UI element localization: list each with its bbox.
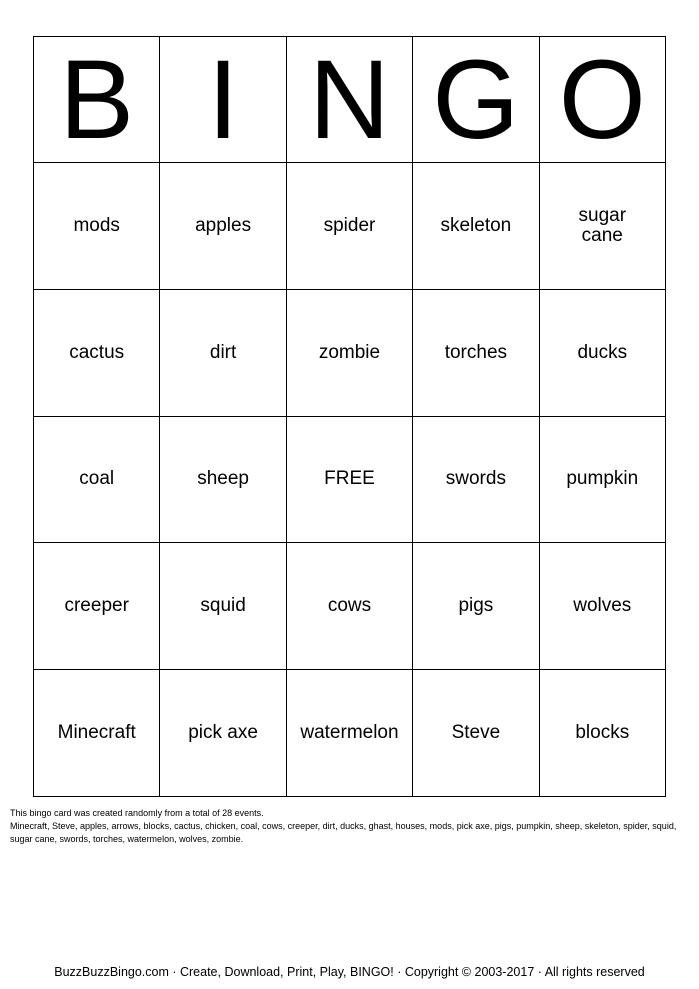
bingo-row-3: [34, 416, 666, 543]
bingo-cell: dirt: [160, 289, 286, 416]
bingo-cell: coal: [34, 416, 160, 543]
bingo-cell: sheep: [160, 416, 286, 543]
bingo-cell: pigs: [413, 543, 539, 670]
header-letter-o: O: [539, 37, 665, 163]
bingo-cell: watermelon: [286, 670, 412, 797]
bingo-header-row: [34, 37, 666, 163]
bingo-free-cell: FREE: [286, 416, 412, 543]
events-list: Minecraft, Steve, apples, arrows, blocks, cactus, chicken, coal, cows, creeper, dirt, ducks, ghast, houses, mods, pick axe, pigs, pumpkin, sheep, skeleton, spider, squid, sugar cane, swords, torches, watermelon, wolves, zombie.: [10, 821, 677, 844]
bingo-cell: zombie: [286, 289, 412, 416]
header-letter-b: B: [34, 37, 160, 163]
bingo-cell: ducks: [539, 289, 665, 416]
bingo-cell: creeper: [34, 543, 160, 670]
bingo-cell: blocks: [539, 670, 665, 797]
bingo-cell: torches: [413, 289, 539, 416]
bingo-cell: pick axe: [160, 670, 286, 797]
bingo-row-1: [34, 163, 666, 290]
bingo-cell: spider: [286, 163, 412, 290]
bingo-cell: swords: [413, 416, 539, 543]
bingo-cell: cactus: [34, 289, 160, 416]
card-info: [10, 807, 690, 846]
bingo-cell: Steve: [413, 670, 539, 797]
bingo-cell: cows: [286, 543, 412, 670]
bingo-cell: skeleton: [413, 163, 539, 290]
bingo-cell: apples: [160, 163, 286, 290]
bingo-cell-text: sugar cane: [578, 204, 627, 246]
bingo-row-2: [34, 289, 666, 416]
bingo-row-5: [34, 670, 666, 797]
header-letter-g: G: [413, 37, 539, 163]
header-letter-n: N: [286, 37, 412, 163]
bingo-cell: wolves: [539, 543, 665, 670]
bingo-cell: pumpkin: [539, 416, 665, 543]
bingo-card: [33, 36, 666, 797]
page-footer: BuzzBuzzBingo.com · Create, Download, Print, Play, BINGO! · Copyright © 2003-2017 · All rights reserved: [54, 965, 645, 979]
bingo-cell: mods: [34, 163, 160, 290]
bingo-cell: Minecraft: [34, 670, 160, 797]
created-note: This bingo card was created randomly from a total of 28 events.: [10, 808, 264, 818]
bingo-cell: squid: [160, 543, 286, 670]
bingo-row-4: [34, 543, 666, 670]
bingo-cell: [539, 163, 665, 290]
header-letter-i: I: [160, 37, 286, 163]
